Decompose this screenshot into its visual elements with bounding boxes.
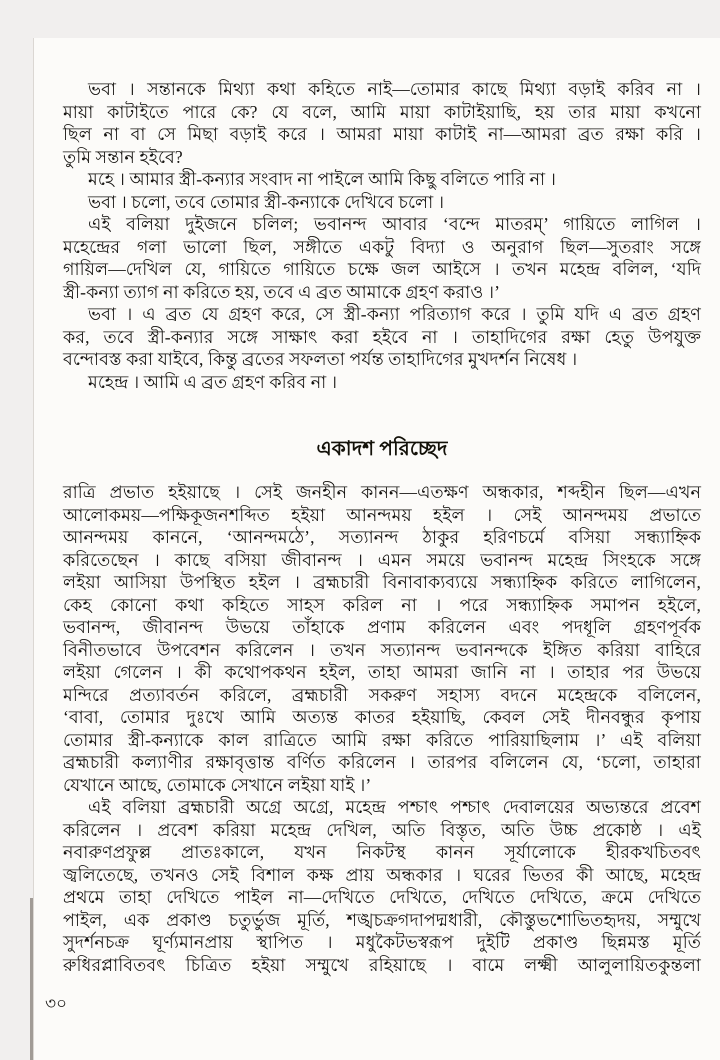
- text-line: আনন্দময় কাননে, ‘আনন্দমঠে’, সত্যানন্দ ঠাকুর হরিণচর্মে বসিয়া সন্ধ্যাহ্নিক: [63, 527, 701, 547]
- text-line: মায়া কাটাইতে পারে কে? যে বলে, আমি মায়া কাটাইয়াছি, হয় তার মায়া কখনো: [63, 101, 701, 122]
- text-line: বন্দোবস্ত করা যাইবে, কিন্তু ব্রতের সফলতা পর্যন্ত তাহাদিগের মুখদর্শন নিষেধ ।: [63, 349, 578, 369]
- paragraph: [63, 371, 701, 394]
- page-text: [63, 78, 701, 976]
- text-line: জ্বলিতেছে, তখনও সেই বিশাল কক্ষ প্রায় অন্ধকার । ঘরের ভিতর কী আছে, মহেন্দ্র: [63, 864, 701, 885]
- chapter-heading: একাদশ পরিচ্ছেদ: [316, 438, 448, 460]
- text-line: প্রথমে তাহা দেখিতে পাইল না—দেখিতে দেখিতে, দেখিতে দেখিতে, ক্রমে দেখিতে: [63, 887, 701, 907]
- text-line: এই বলিয়া দুইজনে চলিল; ভবানন্দ আবার ‘বন্দে মাতরম্‌’ গায়িতে লাগিল ।: [88, 214, 701, 234]
- book-page: [33, 38, 720, 1060]
- text-line: লইয়া আসিয়া উপস্থিত হইল । ব্রহ্মচারী বিনাবাক্যব্যয়ে সন্ধ্যাহ্নিক করিতে লাগিলেন,: [63, 572, 701, 592]
- paragraph: [63, 796, 701, 976]
- text-line: তোমার স্ত্রী-কন্যাকে কাল রাত্রিতে আমি রক্ষা করিতে পারিয়াছিলাম ।’ এই বলিয়া: [63, 729, 701, 750]
- text-line: লইয়া গেলেন । কী কথোপকথন হইল, তাহা আমরা জানি না । তাহার পর উভয়ে: [63, 662, 701, 682]
- page-edge-line: [33, 38, 34, 1060]
- text-line: যেখানে আছে, তোমাকে সেখানে লইয়া যাই ।’: [63, 774, 372, 795]
- text-line: এই বলিয়া ব্রহ্মচারী অগ্রে অগ্রে, মহেন্দ্র পশ্চাৎ পশ্চাৎ দেবালয়ের অভ্যন্তরে প্রবেশ: [88, 797, 701, 817]
- text-line: কেহ কোনো কথা কহিতে সাহস করিল না । পরে সন্ধ্যাহ্নিক সমাপন হইলে,: [63, 594, 701, 615]
- paragraph: [63, 481, 701, 796]
- text-line: তুমি সন্তান হইবে?: [63, 146, 183, 167]
- text-line: রুধিরপ্লাবিতবৎ চিত্রিত হইয়া সম্মুখে রহিয়াছে । বামে লক্ষ্মী আলুলায়িতকুন্তলা: [63, 954, 701, 975]
- paragraph: [63, 78, 701, 168]
- text-line: মহে । আমার স্ত্রী-কন্যার সংবাদ না পাইলে আমি কিছু বলিতে পারি না ।: [88, 169, 557, 189]
- text-line: ভবা । সন্তানকে মিথ্যা কথা কহিতে নাই—তোমার কাছে মিথ্যা বড়াই করিব না ।: [88, 79, 701, 99]
- text-line: কর, তবে স্ত্রী-কন্যার সঙ্গে সাক্ষাৎ করা হইবে না । তাহাদিগের রক্ষা হেতু উপযুক্ত: [63, 326, 701, 347]
- text-line: ভবা । এ ব্রত যে গ্রহণ করে, সে স্ত্রী-কন্যা পরিত্যাগ করে । তুমি যদি এ ব্রত গ্রহণ: [88, 304, 701, 324]
- text-line: মহেন্দ্রের গলা ভালো ছিল, সঙ্গীতে একটু বিদ্যা ও অনুরাগ ছিল—সুতরাং সঙ্গে: [63, 236, 701, 257]
- text-line: করিতেছেন । কাছে বসিয়া জীবানন্দ । এমন সময়ে ভবানন্দ মহেন্দ্র সিংহকে সঙ্গে: [63, 549, 701, 570]
- text-line: ভবানন্দ, জীবানন্দ উভয়ে তাঁহাকে প্রণাম করিলেন এবং পদধূলি গ্রহণপূর্বক: [63, 617, 701, 637]
- paragraph: [63, 168, 701, 191]
- text-line: ব্রহ্মচারী কল্যাণীর রক্ষাবৃত্তান্ত বর্ণিত করিলেন । তারপর বলিলেন যে, ‘চলো, তাহারা: [63, 752, 701, 772]
- paragraph: [63, 191, 701, 214]
- text-line: বিনীতভাবে উপবেশন করিলেন । তখন সত্যানন্দ ভবানন্দকে ইঙ্গিত করিয়া বাহিরে: [63, 639, 701, 660]
- text-line: আলোকময়—পক্ষিকূজনশব্দিত হইয়া আনন্দময় হইল । সেই আনন্দময় প্রভাতে: [63, 504, 701, 525]
- text-line: ‘বাবা, তোমার দুঃখে আমি অত্যন্ত কাতর হইয়াছি, কেবল সেই দীনবন্ধুর কৃপায়: [63, 707, 701, 727]
- text-line: স্ত্রী-কন্যা ত্যাগ না করিতে হয়, তবে এ ব্রত আমাকে গ্রহণ করাও ।’: [63, 281, 501, 302]
- text-line: ছিল না বা সে মিছা বড়াই করে । আমরা মায়া কাটাই না—আমরা ব্রত রক্ষা করি ।: [63, 124, 701, 144]
- page-number: ৩০: [45, 994, 68, 1013]
- text-line: রাত্রি প্রভাত হইয়াছে । সেই জনহীন কানন—এতক্ষণ অন্ধকার, শব্দহীন ছিল—এখন: [63, 482, 701, 502]
- text-line: নবারুণপ্রফুল্ল প্রাতঃকালে, যখন নিকটস্থ কানন সূর্যালোকে হীরকখচিতবৎ: [63, 842, 701, 862]
- paragraph: [63, 303, 701, 371]
- text-line: পাইল, এক প্রকাণ্ড চতুর্ভুজ মূর্তি, শঙ্খচক্রগদাপদ্মধারী, কৌস্তুভশোভিতহৃদয়, সম্মুখে: [63, 909, 701, 930]
- text-line: ভবা । চলো, তবে তোমার স্ত্রী-কন্যাকে দেখিবে চলো ।: [88, 191, 445, 212]
- text-line: সুদর্শনচক্র ঘূর্ণ্যমানপ্রায় স্থাপিত । মধুকৈটভস্বরূপ দুইটি প্রকাণ্ড ছিন্নমস্ত মূর্তি: [63, 932, 701, 952]
- text-line: করিলেন । প্রবেশ করিয়া মহেন্দ্র দেখিল, অতি বিস্তৃত, অতি উচ্চ প্রকোষ্ঠ । এই: [63, 819, 701, 840]
- text-line: মন্দিরে প্রত্যাবর্তন করিলে, ব্রহ্মচারী সকরুণ সহাস্য বদনে মহেন্দ্রকে বলিলেন,: [63, 684, 701, 705]
- paragraph: [63, 213, 701, 303]
- text-line: গায়িল—দেখিল যে, গায়িতে গায়িতে চক্ষে জল আইসে । তখন মহেন্দ্র বলিল, ‘যদি: [63, 259, 701, 279]
- page-edge-shadow: [30, 898, 33, 1060]
- text-line: মহেন্দ্র । আমি এ ব্রত গ্রহণ করিব না ।: [88, 371, 338, 392]
